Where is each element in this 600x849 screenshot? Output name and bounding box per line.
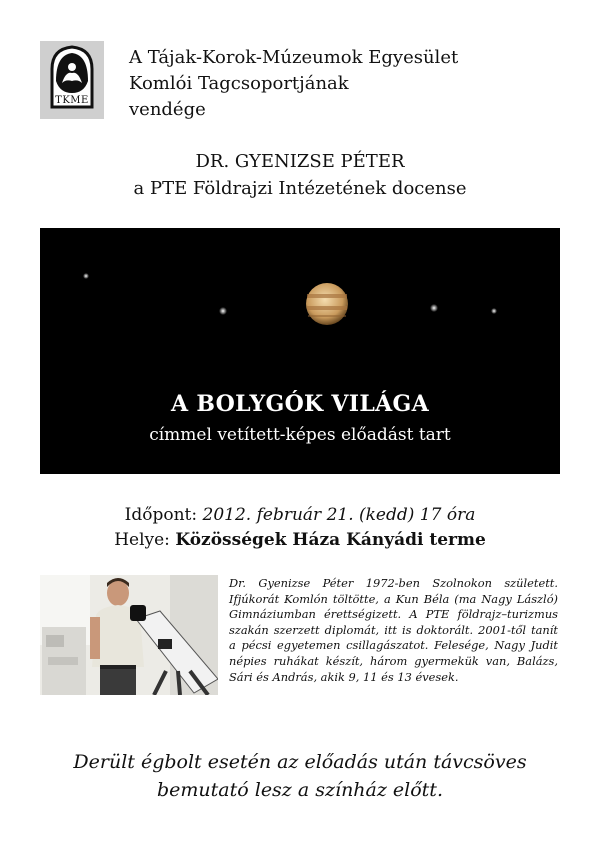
organization-heading <box>129 45 458 123</box>
moon-2 <box>219 307 227 315</box>
event-time-value: 2012. február 21. (kedd) 17 óra <box>202 505 476 525</box>
footer-line-2: bemutató lesz a színház előtt. <box>157 779 443 801</box>
speaker-name: DR. GYENIZSE PÉTER <box>195 151 405 172</box>
jupiter-planet <box>306 283 348 325</box>
event-place-label: Helye: <box>114 530 170 550</box>
speaker-photo <box>40 575 218 695</box>
jupiter-banner <box>40 228 560 474</box>
tkme-logo <box>40 41 104 119</box>
speaker-bio: Dr. Gyenizse Péter 1972-ben Szolnokon született. Ifjúkorát Komlón töltötte, a Kun Béla (ma Nagy László) Gimnáziumban érettségizett. A PTE földrajz–turizmus szakán szerzett diplomát, itt is doktorált. 2001-től tanít a pécsi egyetemen csillagászatot. Felesége, Nagy Judit népies ruhákat készít, három gyermekük van, Balázs, Sári és András, akik 9, 11 és 13 évesek. <box>229 576 558 684</box>
moon-3 <box>430 304 438 312</box>
event-place-value: Közösségek Háza Kányádi terme <box>175 530 486 550</box>
org-line-3: vendége <box>129 99 206 120</box>
event-time <box>0 503 600 528</box>
speaker-role: a PTE Földrajzi Intézetének docense <box>133 178 467 199</box>
logo-label: TKME <box>55 95 89 106</box>
footer-note <box>0 748 600 804</box>
event-details <box>0 503 600 553</box>
event-place <box>0 528 600 553</box>
org-line-2: Komlói Tagcsoportjának <box>129 73 349 94</box>
moon-1 <box>83 273 89 279</box>
event-time-label: Időpont: <box>124 505 198 525</box>
lecture-subtitle: címmel vetített-képes előadást tart <box>149 425 451 445</box>
moon-4 <box>491 308 497 314</box>
logo-emblem-icon <box>40 41 104 119</box>
speaker-block <box>0 148 600 202</box>
footer-line-1: Derült égbolt esetén az előadás után távcsöves <box>73 751 527 773</box>
org-line-1: A Tájak-Korok-Múzeumok Egyesület <box>129 47 459 68</box>
lecture-title: A BOLYGÓK VILÁGA <box>171 391 429 417</box>
